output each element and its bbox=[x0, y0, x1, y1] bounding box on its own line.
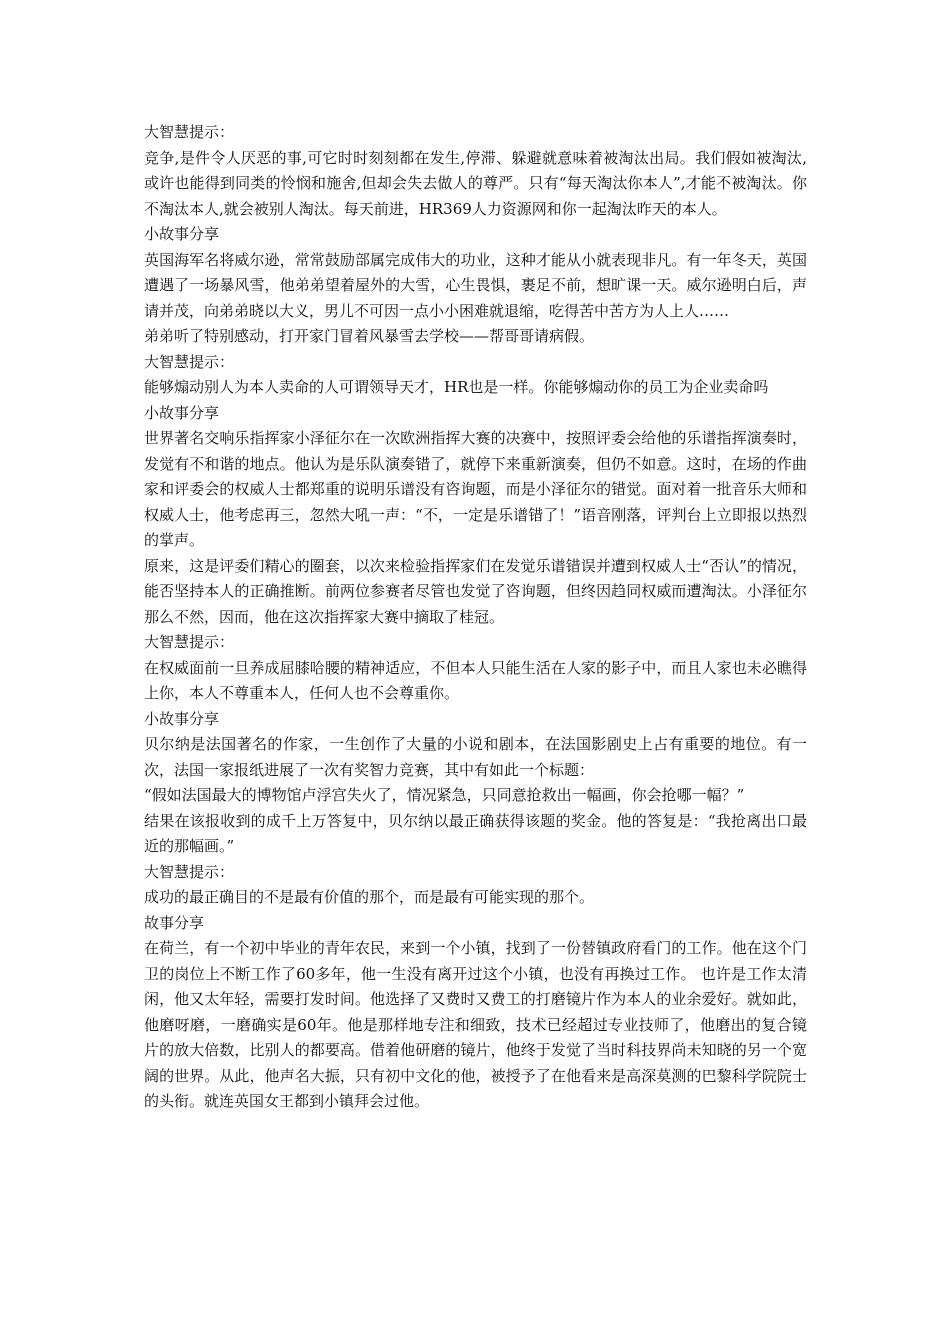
body-paragraph: 竞争,是件令人厌恶的事,可它时时刻刻都在发生,停滞、躲避就意味着被淘汰出局。我们假如被淘汰,或许也能得到同类的怜悯和施舍,但却会失去做人的尊严。只有“每天淘汰你本人”,才能不被淘汰。你不淘汰本人,就会被别人淘汰。每天前进，HR369人力资源网和你一起淘汰昨天的本人。 bbox=[144, 148, 807, 218]
tip-heading: 大智慧提示： bbox=[144, 352, 235, 371]
body-paragraph: 弟弟听了特别感动，打开家门冒着风暴雪去学校——帮哥哥请病假。 bbox=[144, 327, 595, 345]
tip-heading: 大智慧提示： bbox=[144, 633, 235, 651]
story-heading: 小故事分享 bbox=[144, 709, 220, 728]
body-paragraph: 世界著名交响乐指挥家小泽征尔在一次欧洲指挥大赛的决赛中，按照评委会给他的乐谱指挥演奏时，发觉有不和谐的地点。他认为是乐队演奏错了，就停下来重新演奏，但仍不如意。这时，在场的作曲家和评委会的权威人士都郑重的说明乐谱没有咨询题，而是小泽征尔的错觉。面对着一批音乐大师和权威人士，他考虑再三，忽然大吼一声：“不，一定是乐谱错了！”语音刚落，评判台上立即报以热烈的掌声。 bbox=[144, 429, 807, 549]
body-paragraph: 能够煽动别人为本人卖命的人可谓领导天才，HR也是一样。你能够煽动你的员工为企业卖命吗 bbox=[144, 378, 769, 396]
body-paragraph: 在权威面前一旦养成屈膝哈腰的精神适应，不但本人只能生活在人家的影子中，而且人家也未必瞧得上你，本人不尊重本人，任何人也不会尊重你。 bbox=[144, 658, 807, 702]
body-paragraph: 英国海军名将威尔逊，常常鼓励部属完成伟大的功业，这种才能从小就表现非凡。有一年冬天，英国遭遇了一场暴风雪，他弟弟望着屋外的大雪，心生畏惧，裹足不前，想旷课一天。威尔逊明白后，声请并茂，向弟弟晓以大义，男儿不可因一点小小困难就退缩，吃得苦中苦方为人上人…… bbox=[144, 250, 807, 320]
document-body bbox=[144, 120, 807, 1115]
body-paragraph: 贝尔纳是法国著名的作家，一生创作了大量的小说和剧本，在法国影剧史上占有重要的地位。有一次，法国一家报纸进展了一次有奖智力竞赛，其中有如此一个标题： bbox=[144, 735, 807, 779]
tip-heading: 大智慧提示： bbox=[144, 862, 235, 881]
tip-heading: 大智慧提示： bbox=[144, 123, 235, 141]
body-paragraph: “假如法国最大的博物馆卢浮宫失火了，情况紧急，只同意抢救出一幅画，你会抢哪一幅？” bbox=[144, 786, 745, 804]
body-paragraph: 结果在该报收到的成千上万答复中，贝尔纳以最正确获得该题的奖金。他的答复是：“我抢离出口最近的那幅画。” bbox=[144, 811, 807, 855]
story-heading: 小故事分享 bbox=[144, 225, 220, 243]
story-heading: 小故事分享 bbox=[144, 403, 220, 422]
body-paragraph: 原来，这是评委们精心的圈套，以次来检验指挥家们在发觉乐谱错误并遭到权威人士“否认”的情况，能否坚持本人的正确推断。前两位参赛者尽管也发觉了咨询题，但终因趋同权威而遭淘汰。小泽征尔那么不然，因而，他在这次指挥家大赛中摘取了桂冠。 bbox=[144, 556, 807, 626]
story-heading: 故事分享 bbox=[144, 913, 205, 932]
body-paragraph: 在荷兰，有一个初中毕业的青年农民，来到一个小镇，找到了一份替镇政府看门的工作。他在这个门卫的岗位上不断工作了60多年，他一生没有离开过这个小镇，也没有再换过工作。 也许是工作太清闲，他又太年轻，需要打发时间。他选择了又费时又费工的打磨镜片作为本人的业余爱好。就如此，他磨呀磨，一磨确实是60年。他是那样地专注和细致，技术已经超过专业技师了，他磨出的复合镜片的放大倍数，比别人的都要高。借着他研磨的镜片，他终于发觉了当时科技界尚未知晓的另一个宽阔的世界。从此，他声名大振，只有初中文化的他，被授予了在他看来是高深莫测的巴黎科学院院士的头衔。就连英国女王都到小镇拜会过他。 bbox=[144, 939, 807, 1110]
body-paragraph: 成功的最正确目的不是最有价值的那个，而是最有可能实现的那个。 bbox=[144, 888, 595, 906]
